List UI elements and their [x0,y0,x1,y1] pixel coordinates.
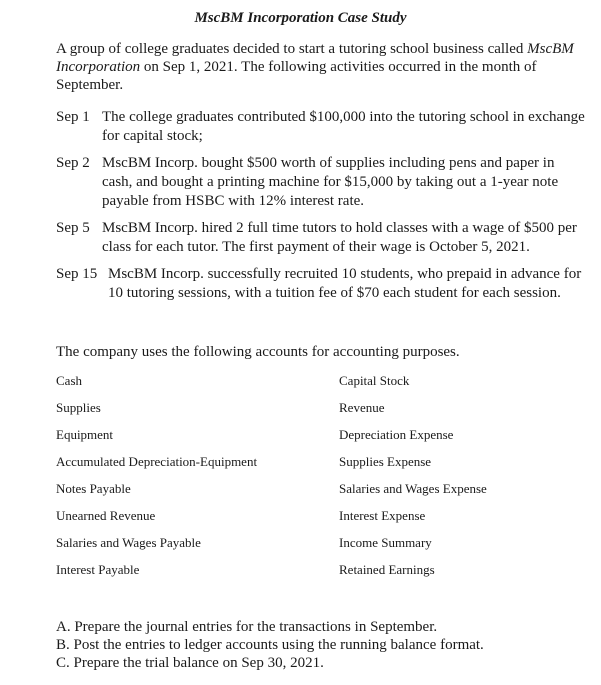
account-right: Revenue [339,400,385,415]
task-c: C. Prepare the trial balance on Sep 30, 2021. [56,655,324,671]
document-title: MscBM Incorporation Case Study [194,10,407,26]
account-right: Salaries and Wages Expense [339,481,487,496]
event-text: The college graduates contributed $100,000 into the tutoring school in exchange for capital stock; [102,109,585,144]
event-sep-1 [56,108,586,146]
account-right: Depreciation Expense [339,427,454,442]
event-date: Sep 5 [56,220,90,236]
account-right: Supplies Expense [339,454,432,469]
account-right: Income Summary [339,535,432,550]
task-b: B. Post the entries to ledger accounts using the running balance format. [56,637,484,653]
intro-company-name: MscBM Incorporation [56,41,574,75]
account-left: Cash [56,373,82,388]
account-left: Unearned Revenue [56,508,156,523]
event-date: Sep 1 [56,109,90,125]
event-sep-15 [56,265,586,303]
account-right: Capital Stock [339,373,410,388]
account-right: Interest Expense [339,508,426,523]
event-sep-2 [56,154,586,211]
account-left: Accumulated Depreciation-Equipment [56,454,258,469]
task-a: A. Prepare the journal entries for the transactions in September. [56,619,438,635]
intro-prefix: A group of college graduates decided to start a tutoring school business called [56,41,528,57]
intro-paragraph [56,40,584,94]
account-left: Interest Payable [56,562,140,577]
account-left: Equipment [56,427,114,442]
event-date: Sep 15 [56,266,98,282]
account-left: Salaries and Wages Payable [56,535,201,550]
account-left: Supplies [56,400,101,415]
accounts-intro: The company uses the following accounts for accounting purposes. [56,344,460,360]
account-right: Retained Earnings [339,562,435,577]
intro-suffix: on Sep 1, 2021. The following activities occurred in the month of September. [56,59,537,93]
event-text: MscBM Incorp. hired 2 full time tutors to hold classes with a wage of $500 per class for each tutor. The first payment of their wage is October 5, 2021. [102,220,577,255]
event-text: MscBM Incorp. bought $500 worth of supplies including pens and paper in cash, and bought a printing machine for $15,000 by taking out a 1-year note payable from HSBC with 12% interest rate. [102,155,559,209]
event-text: MscBM Incorp. successfully recruited 10 students, who prepaid in advance for 10 tutoring sessions, with a tuition fee of $70 each student for each session. [108,266,582,301]
event-date: Sep 2 [56,155,90,171]
account-left: Notes Payable [56,481,131,496]
event-sep-5 [56,219,586,257]
